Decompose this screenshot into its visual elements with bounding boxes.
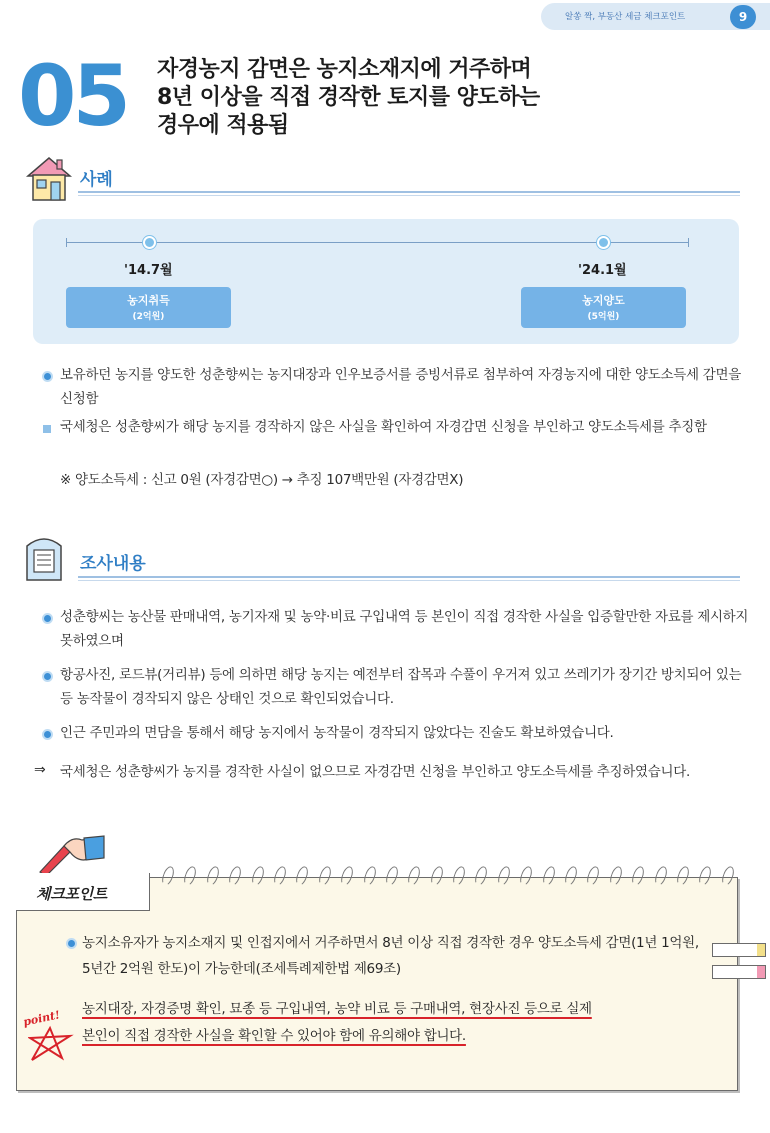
investigation-paragraph: 항공사진, 로드뷰(거리뷰) 등에 의하면 해당 농지는 예전부터 잡목과 수풀이 우거져 있고 쓰레기가 장기간 방치되어 있는 등 농작물이 경작되지 않은 상태인 것으로 확인되었습니다. — [60, 667, 742, 707]
side-tab-flag — [712, 943, 766, 957]
binder-ring — [652, 865, 668, 887]
bullet-circle-icon — [66, 938, 77, 949]
house-icon — [24, 154, 74, 202]
binder-ring — [563, 865, 579, 887]
timeline-tick-start — [66, 238, 67, 247]
checkpoint-warning-line: 본인이 직접 경작한 사실을 확인할 수 있어야 함에 유의해야 합니다. — [82, 1028, 466, 1044]
side-tab-flag — [712, 965, 766, 979]
timeline-tick-end — [688, 238, 689, 247]
bullet-circle-icon — [42, 671, 53, 682]
case-heading-rule — [78, 191, 740, 193]
star-scribble-icon — [28, 1024, 74, 1064]
building-icon — [24, 532, 64, 582]
binder-ring — [518, 865, 534, 887]
binder-ring — [608, 865, 624, 887]
timeline-badge-label: 농지취득 — [127, 294, 170, 307]
timeline-badge-sub: (2억원) — [132, 312, 165, 322]
investigation-paragraph: 성춘향씨는 농산물 판매내역, 농기자재 및 농약·비료 구입내역 등 본인이 직접 경작한 사실을 입증할만한 자료를 제시하지 못하였으며 — [60, 609, 749, 649]
binder-ring — [429, 865, 445, 887]
checkpoint-item: 농지소유자가 농지소재지 및 인접지에서 거주하면서 8년 이상 직접 경작한 경우 양도소득세 감면(1년 1억원, 5년간 2억원 한도)이 가능한데(조세특례제한법 제69조) — [82, 935, 699, 977]
investigation-heading-rule — [78, 576, 740, 578]
binder-ring — [361, 865, 377, 887]
binder-ring — [182, 865, 198, 887]
binder-ring — [249, 865, 265, 887]
binder-ring — [227, 865, 243, 887]
timeline-dot — [143, 236, 156, 249]
bullet-circle-icon — [42, 729, 53, 740]
timeline-badge-sub: (5억원) — [587, 312, 620, 322]
binder-ring — [294, 865, 310, 887]
timeline-dot — [597, 236, 610, 249]
pen-hand-icon — [34, 834, 106, 878]
chapter-number: 05 — [18, 47, 127, 145]
timeline-line — [66, 242, 688, 243]
chapter-title-line: 경우에 적용됨 — [157, 113, 289, 138]
running-title: 알쏭 짝, 부동산 세금 체크포인트 — [565, 12, 686, 22]
bullet-square-icon — [43, 425, 51, 433]
case-heading: 사례 — [80, 170, 113, 190]
binder-ring — [384, 865, 400, 887]
investigation-heading: 조사내용 — [80, 554, 146, 574]
point-mark: point! — [22, 1008, 62, 1029]
investigation-paragraph: 인근 주민과의 면담을 통해서 해당 농지에서 농작물이 경작되지 않았다는 진술도 확보하였습니다. — [60, 725, 614, 741]
timeline-date: '24.1월 — [578, 263, 627, 278]
binder-ring — [339, 865, 355, 887]
binder-rings — [163, 866, 733, 890]
binder-ring — [675, 865, 691, 887]
checkpoint-warning-line: 농지대장, 자경증명 확인, 묘종 등 구입내역, 농약 비료 등 구매내역, 현장사진 등으로 실제 — [82, 1001, 592, 1017]
binder-ring — [630, 865, 646, 887]
binder-ring — [205, 865, 221, 887]
binder-ring — [406, 865, 422, 887]
binder-ring — [541, 865, 557, 887]
case-paragraph: 보유하던 농지를 양도한 성춘향씨는 농지대장과 인우보증서를 증빙서류로 첨부하여 자경농지에 대한 양도소득세 감면을 신청함 — [60, 367, 741, 407]
timeline-badge — [521, 287, 686, 328]
bullet-circle-icon — [42, 613, 53, 624]
binder-ring — [160, 865, 176, 887]
chapter-title-line: 자경농지 감면은 농지소재지에 거주하며 — [157, 57, 532, 82]
binder-ring — [473, 865, 489, 887]
binder-ring — [496, 865, 512, 887]
page-number: 9 — [730, 5, 756, 29]
investigation-conclusion: 국세청은 성춘향씨가 농지를 경작한 사실이 없으므로 자경감면 신청을 부인하고 양도소득세를 추징하였습니다. — [60, 764, 690, 780]
case-paragraph: 국세청은 성춘향씨가 해당 농지를 경작하지 않은 사실을 확인하여 자경감면 신청을 부인하고 양도소득세를 추징함 — [60, 419, 707, 435]
chapter-title — [157, 56, 540, 140]
case-note: ※ 양도소득세 : 신고 0원 (자경감면○) → 추징 107백만원 (자경감면X) — [60, 472, 464, 488]
binder-ring — [697, 865, 713, 887]
binder-ring — [317, 865, 333, 887]
timeline-date: '14.7월 — [124, 263, 173, 278]
binder-ring — [451, 865, 467, 887]
binder-ring — [585, 865, 601, 887]
bullet-circle-icon — [42, 371, 53, 382]
timeline-badge — [66, 287, 231, 328]
conclusion-arrow: ⇒ — [34, 762, 46, 778]
binder-ring — [272, 865, 288, 887]
checkpoint-label: 체크포인트 — [36, 885, 107, 903]
chapter-title-line: 8년 이상을 직접 경작한 토지를 양도하는 — [157, 85, 540, 110]
timeline-badge-label: 농지양도 — [582, 294, 625, 307]
